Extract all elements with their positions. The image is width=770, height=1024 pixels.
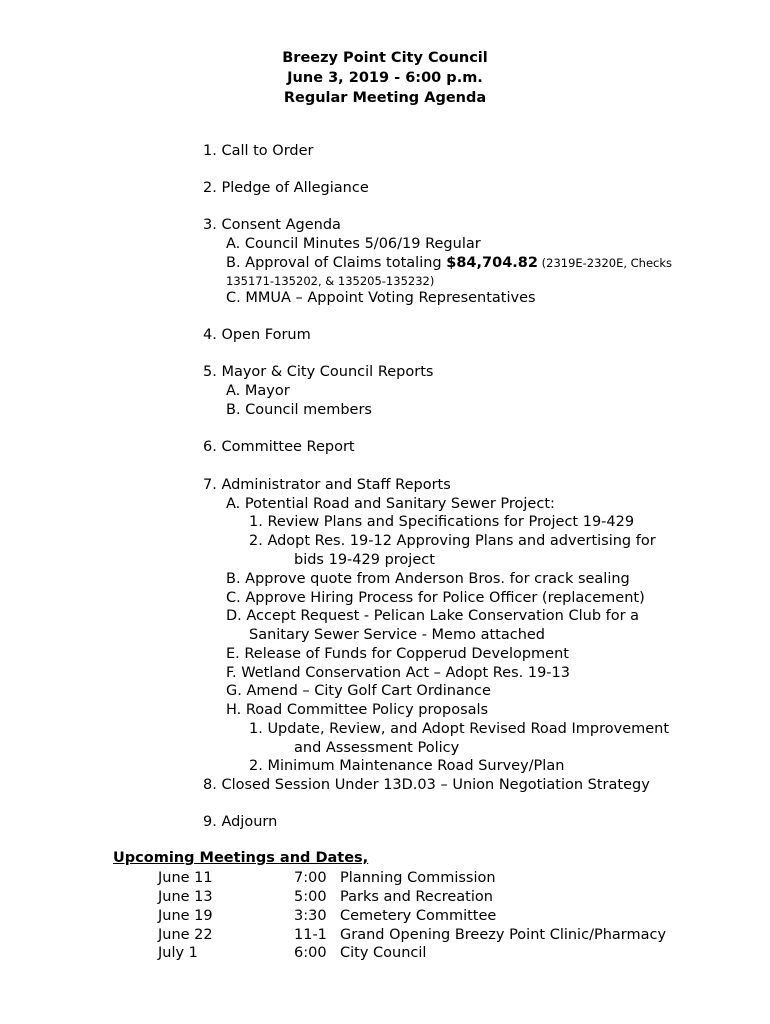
agenda-item-2: 2. Pledge of Allegiance [203, 180, 369, 196]
meeting-date: June 19 [158, 908, 213, 924]
agenda-item-7f: F. Wetland Conservation Act – Adopt Res. 19-13 [226, 665, 570, 681]
meeting-time: 7:00 [294, 870, 327, 886]
meeting-name: Planning Commission [340, 870, 496, 886]
agenda-item-3b [226, 254, 672, 272]
agenda-item-7: 7. Administrator and Staff Reports [203, 477, 451, 493]
agenda-item-7g: G. Amend – City Golf Cart Ordinance [226, 683, 491, 699]
agenda-item-1: 1. Call to Order [203, 143, 314, 159]
agenda-item-6: 6. Committee Report [203, 439, 355, 455]
agenda-item-7h-1: 1. Update, Review, and Adopt Revised Road Improvement [249, 721, 670, 737]
claims-note: (2319E-2320E, Checks [537, 256, 673, 270]
agenda-item-3a: A. Council Minutes 5/06/19 Regular [226, 236, 481, 252]
agenda-item-5: 5. Mayor & City Council Reports [203, 364, 434, 380]
agenda-item-7d: D. Accept Request - Pelican Lake Conservation Club for a [226, 608, 640, 624]
meeting-date: June 22 [158, 927, 213, 943]
meeting-name: Grand Opening Breezy Point Clinic/Pharmacy [340, 927, 667, 943]
meeting-date: June 11 [158, 870, 213, 886]
agenda-item-7h-2: 2. Minimum Maintenance Road Survey/Plan [249, 758, 565, 774]
agenda-item-3c: C. MMUA – Appoint Voting Representatives [226, 290, 536, 306]
agenda-item-5b: B. Council members [226, 402, 372, 418]
meeting-time: 3:30 [294, 908, 327, 924]
agenda-item-3: 3. Consent Agenda [203, 217, 341, 233]
upcoming-meetings-heading: Upcoming Meetings and Dates, [113, 850, 369, 866]
agenda-item-7h-1-continued: and Assessment Policy [294, 740, 460, 756]
meeting-time: 11-1 [294, 927, 327, 943]
agenda-item-9: 9. Adjourn [203, 814, 278, 830]
agenda-item-8: 8. Closed Session Under 13D.03 – Union Negotiation Strategy [203, 777, 650, 793]
claims-note-continued: 135171-135202, & 135205-135232) [226, 274, 435, 288]
meeting-name: Parks and Recreation [340, 889, 493, 905]
claims-amount: $84,704.82 [446, 255, 538, 271]
meeting-date: June 13 [158, 889, 213, 905]
agenda-item-7h: H. Road Committee Policy proposals [226, 702, 489, 718]
document-header [0, 48, 770, 108]
agenda-item-7a-1: 1. Review Plans and Specifications for Project 19-429 [249, 514, 635, 530]
agenda-item-5a: A. Mayor [226, 383, 290, 399]
agenda-item-7a-2: 2. Adopt Res. 19-12 Approving Plans and advertising for [249, 533, 656, 549]
agenda-item-4: 4. Open Forum [203, 327, 311, 343]
agenda-item-7b: B. Approve quote from Anderson Bros. for crack sealing [226, 571, 630, 587]
agenda-title: Regular Meeting Agenda [283, 90, 487, 106]
agenda-item-7a-2-continued: bids 19-429 project [294, 552, 435, 568]
claims-label: B. Approval of Claims totaling [226, 255, 447, 271]
agenda-item-7d-continued: Sanitary Sewer Service - Memo attached [249, 627, 546, 643]
agenda-item-7e: E. Release of Funds for Copperud Development [226, 646, 569, 662]
meeting-date: July 1 [158, 945, 198, 961]
agenda-item-7a: A. Potential Road and Sanitary Sewer Project: [226, 496, 555, 512]
agenda-item-7c: C. Approve Hiring Process for Police Officer (replacement) [226, 590, 645, 606]
meeting-time: 6:00 [294, 945, 327, 961]
meeting-date: June 3, 2019 - 6:00 p.m. [287, 70, 483, 86]
meeting-time: 5:00 [294, 889, 327, 905]
meeting-name: City Council [340, 945, 427, 961]
meeting-name: Cemetery Committee [340, 908, 497, 924]
council-name: Breezy Point City Council [282, 50, 488, 66]
